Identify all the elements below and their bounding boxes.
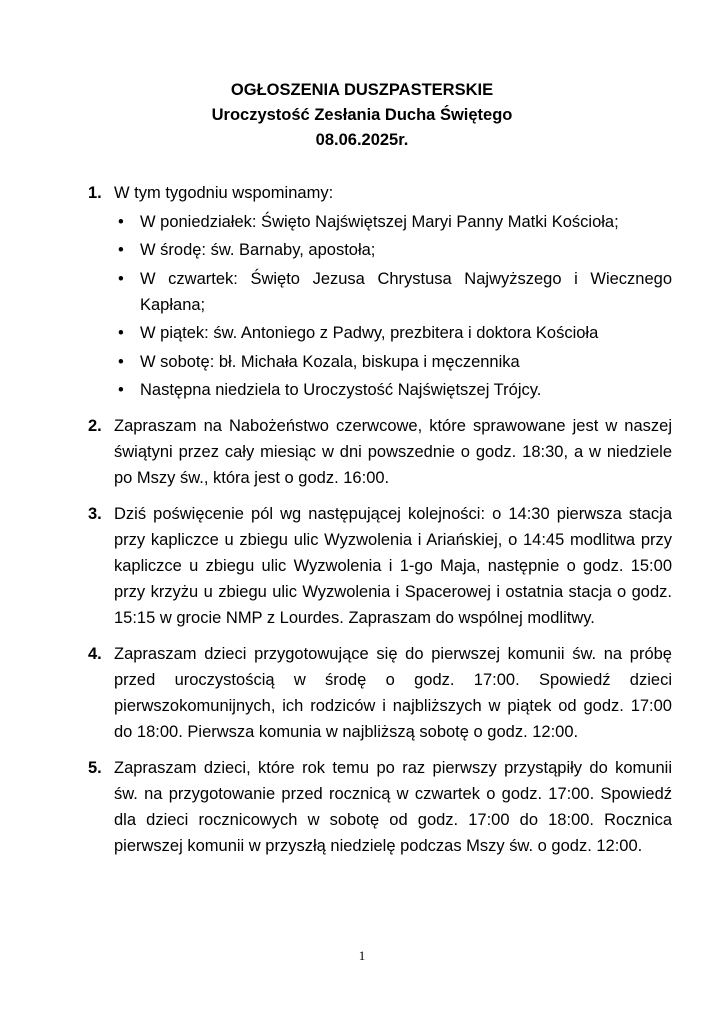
bullet-text: W czwartek: Święto Jezusa Chrystusa Najwyższego i Wiecznego Kapłana; <box>140 269 672 314</box>
item-text: Zapraszam dzieci, które rok temu po raz pierwszy przystąpiły do komunii św. na przygotowanie przed rocznicą w czwartek o godz. 17:00. Spowiedź dla dzieci rocznicowych w sobotę od godz. 17:00 do 18:00. Rocznica pierwszej komunii w przyszłą niedzielę podczas Mszy św. o godz. 12:00. <box>114 759 672 855</box>
bullet-marker: • <box>118 212 124 231</box>
bullet-marker: • <box>118 352 124 371</box>
bullet-item <box>114 320 672 346</box>
announcement-item <box>88 413 672 491</box>
item-number: 5. <box>88 759 102 777</box>
document-subtitle: Uroczystość Zesłania Ducha Świętego <box>211 106 513 124</box>
item-number: 3. <box>88 505 102 523</box>
item-number: 4. <box>88 645 102 663</box>
announcement-item <box>88 641 672 745</box>
bullet-marker: • <box>118 269 124 288</box>
bullet-list <box>114 209 672 404</box>
announcements-content <box>88 180 672 869</box>
bullet-text: W sobotę: bł. Michała Kozala, biskupa i męczennika <box>140 352 520 371</box>
bullet-item <box>114 349 672 375</box>
bullet-text: W środę: św. Barnaby, apostoła; <box>140 241 376 259</box>
bullet-marker: • <box>118 381 124 399</box>
item-text: Zapraszam na Nabożeństwo czerwcowe, które sprawowane jest w naszej świątyni przez cały miesiąc w dni powszednie o godz. 18:30, a w niedziele po Mszy św., która jest o godz. 16:00. <box>114 417 672 487</box>
bullet-marker: • <box>118 241 124 259</box>
bullet-item <box>114 237 672 263</box>
item-number: 1. <box>88 184 102 202</box>
item-number: 2. <box>88 417 102 435</box>
item-text: W tym tygodniu wspominamy: <box>114 184 334 202</box>
bullet-item <box>114 377 672 403</box>
page-number: 1 <box>358 948 366 963</box>
bullet-item <box>114 209 672 235</box>
bullet-item <box>114 266 672 318</box>
announcement-item <box>88 501 672 631</box>
document-date: 08.06.2025r. <box>315 131 409 149</box>
item-text: Zapraszam dzieci przygotowujące się do pierwszej komunii św. na próbę przed uroczystością w środę o godz. 17:00. Spowiedź dzieci pierwszokomunijnych, ich rodziców i najbliższych w piątek od godz. 17:00 do 18:00. Pierwsza komunia w najbliższą sobotę o godz. 12:00. <box>114 645 672 741</box>
announcement-item <box>88 755 672 859</box>
bullet-text: W poniedziałek: Święto Najświętszej Maryi Panny Matki Kościoła; <box>140 212 619 231</box>
bullet-text: W piątek: św. Antoniego z Padwy, prezbitera i doktora Kościoła <box>140 324 599 342</box>
document-header <box>0 78 724 153</box>
bullet-marker: • <box>118 324 124 342</box>
document-title: OGŁOSZENIA DUSZPASTERSKIE <box>230 81 494 99</box>
announcements-list <box>88 180 672 859</box>
announcement-item <box>88 180 672 403</box>
item-text: Dziś poświęcenie pól wg następującej kolejności: o 14:30 pierwsza stacja przy kapliczce u zbiegu ulic Wyzwolenia i Ariańskiej, o 14:45 modlitwa przy kapliczce u zbiegu ulic Wyzwolenia i 1-go Maja, następnie o godz. 15:00 przy krzyżu u zbiegu ulic Wyzwolenia i Spacerowej i ostatnia stacja o godz. 15:15 w grocie NMP z Lourdes. Zapraszam do wspólnej modlitwy. <box>114 505 672 627</box>
bullet-text: Następna niedziela to Uroczystość Najświętszej Trójcy. <box>140 381 542 399</box>
